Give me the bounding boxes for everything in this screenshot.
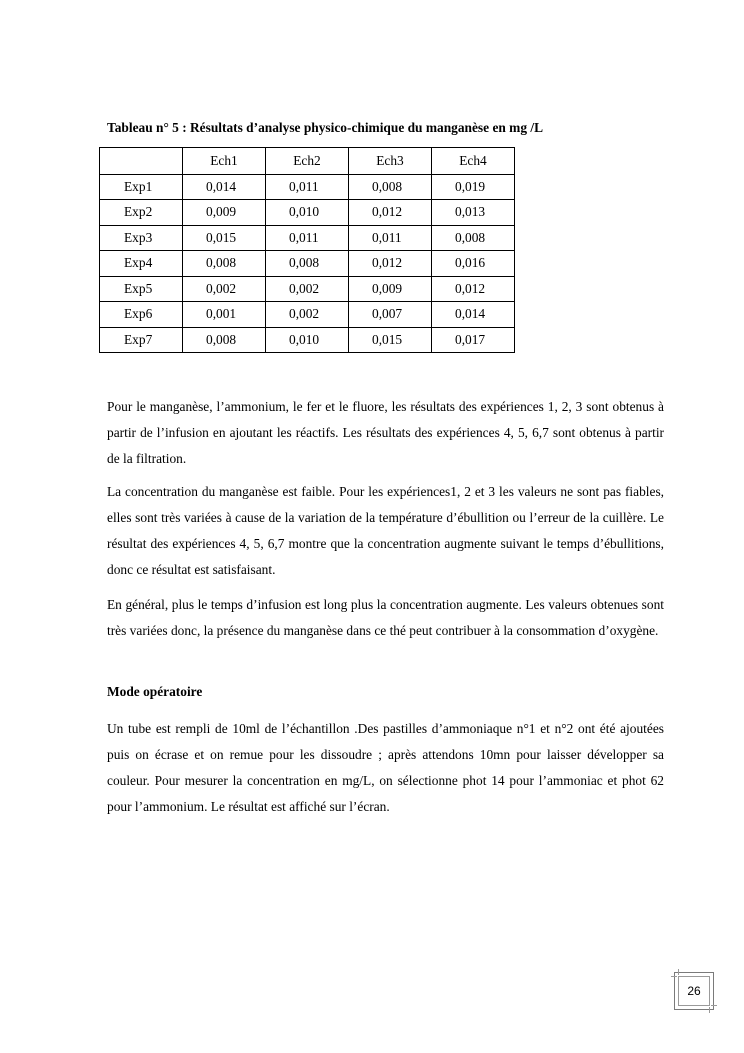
table-cell: 0,019	[432, 174, 515, 200]
table-title: Tableau n° 5 : Résultats d’analyse physico-chimique du manganèse en mg /L	[107, 120, 544, 135]
results-table	[99, 147, 515, 353]
paragraph-manganese-concentration: La concentration du manganèse est faible. Pour les expériences1, 2 et 3 les valeurs ne sont pas fiables, elles sont très variées à cause de la variation de la température d’ébullition ou l’erreur de la cuillère. Le résultat des expériences 4, 5, 6,7 montre que la concentration augmente suivant le temps d’ébullitions, donc ce résultat est satisfaisant.	[107, 484, 664, 577]
row-label: Exp6	[100, 302, 183, 328]
table-header-cell	[100, 148, 183, 175]
table-cell: 0,008	[349, 174, 432, 200]
table-header-cell: Ech3	[349, 148, 432, 175]
table-cell: 0,014	[432, 302, 515, 328]
row-label: Exp1	[100, 174, 183, 200]
table-cell: 0,001	[183, 302, 266, 328]
table-row	[100, 174, 515, 200]
row-label: Exp7	[100, 327, 183, 353]
table-cell: 0,011	[266, 174, 349, 200]
table-header-cell: Ech4	[432, 148, 515, 175]
page-number: 26	[687, 984, 701, 998]
table-cell: 0,008	[432, 225, 515, 251]
table-cell: 0,009	[183, 200, 266, 226]
table-cell: 0,009	[349, 276, 432, 302]
table-header-cell: Ech1	[183, 148, 266, 175]
table-cell: 0,008	[183, 251, 266, 277]
table-row	[100, 327, 515, 353]
page-number-frame	[674, 972, 714, 1010]
table-cell: 0,007	[349, 302, 432, 328]
table-cell: 0,008	[266, 251, 349, 277]
table-cell: 0,012	[349, 251, 432, 277]
row-label: Exp3	[100, 225, 183, 251]
table-row	[100, 276, 515, 302]
table-row	[100, 251, 515, 277]
table-cell: 0,010	[266, 327, 349, 353]
row-label: Exp5	[100, 276, 183, 302]
paragraph-operating-mode: Un tube est rempli de 10ml de l’échantillon .Des pastilles d’ammoniaque n°1 et n°2 ont été ajoutées puis on écrase et on remue pour les dissoudre ; après attendons 10mn pour laisser développer sa couleur. Pour mesurer la concentration en mg/L, on sélectionne phot 14 pour l’ammoniac et phot 62 pour l’ammonium. Le résultat est affiché sur l’écran.	[107, 721, 664, 814]
section-heading: Mode opératoire	[107, 684, 203, 699]
table-cell: 0,016	[432, 251, 515, 277]
table-cell: 0,015	[183, 225, 266, 251]
table-cell: 0,011	[266, 225, 349, 251]
table-row	[100, 225, 515, 251]
table-row	[100, 302, 515, 328]
row-label: Exp2	[100, 200, 183, 226]
table-cell: 0,002	[183, 276, 266, 302]
table-cell: 0,010	[266, 200, 349, 226]
table-row	[100, 200, 515, 226]
results-table-body	[100, 148, 515, 353]
table-cell: 0,002	[266, 276, 349, 302]
table-cell: 0,015	[349, 327, 432, 353]
paragraph-general-conclusion: En général, plus le temps d’infusion est long plus la concentration augmente. Les valeurs obtenues sont très variées donc, la présence du manganèse dans ce thé peut contribuer à la consommation d’oxygène.	[107, 597, 664, 638]
paragraph-methods-summary: Pour le manganèse, l’ammonium, le fer et le fluore, les résultats des expériences 1, 2, 3 sont obtenus à partir de l’infusion en ajoutant les réactifs. Les résultats des expériences 4, 5, 6,7 sont obtenus à partir de la filtration.	[107, 399, 664, 466]
table-cell: 0,011	[349, 225, 432, 251]
row-label: Exp4	[100, 251, 183, 277]
table-cell: 0,012	[349, 200, 432, 226]
table-cell: 0,017	[432, 327, 515, 353]
table-cell: 0,002	[266, 302, 349, 328]
table-header-cell: Ech2	[266, 148, 349, 175]
table-cell: 0,008	[183, 327, 266, 353]
table-cell: 0,012	[432, 276, 515, 302]
table-cell: 0,014	[183, 174, 266, 200]
table-header-row	[100, 148, 515, 175]
table-cell: 0,013	[432, 200, 515, 226]
